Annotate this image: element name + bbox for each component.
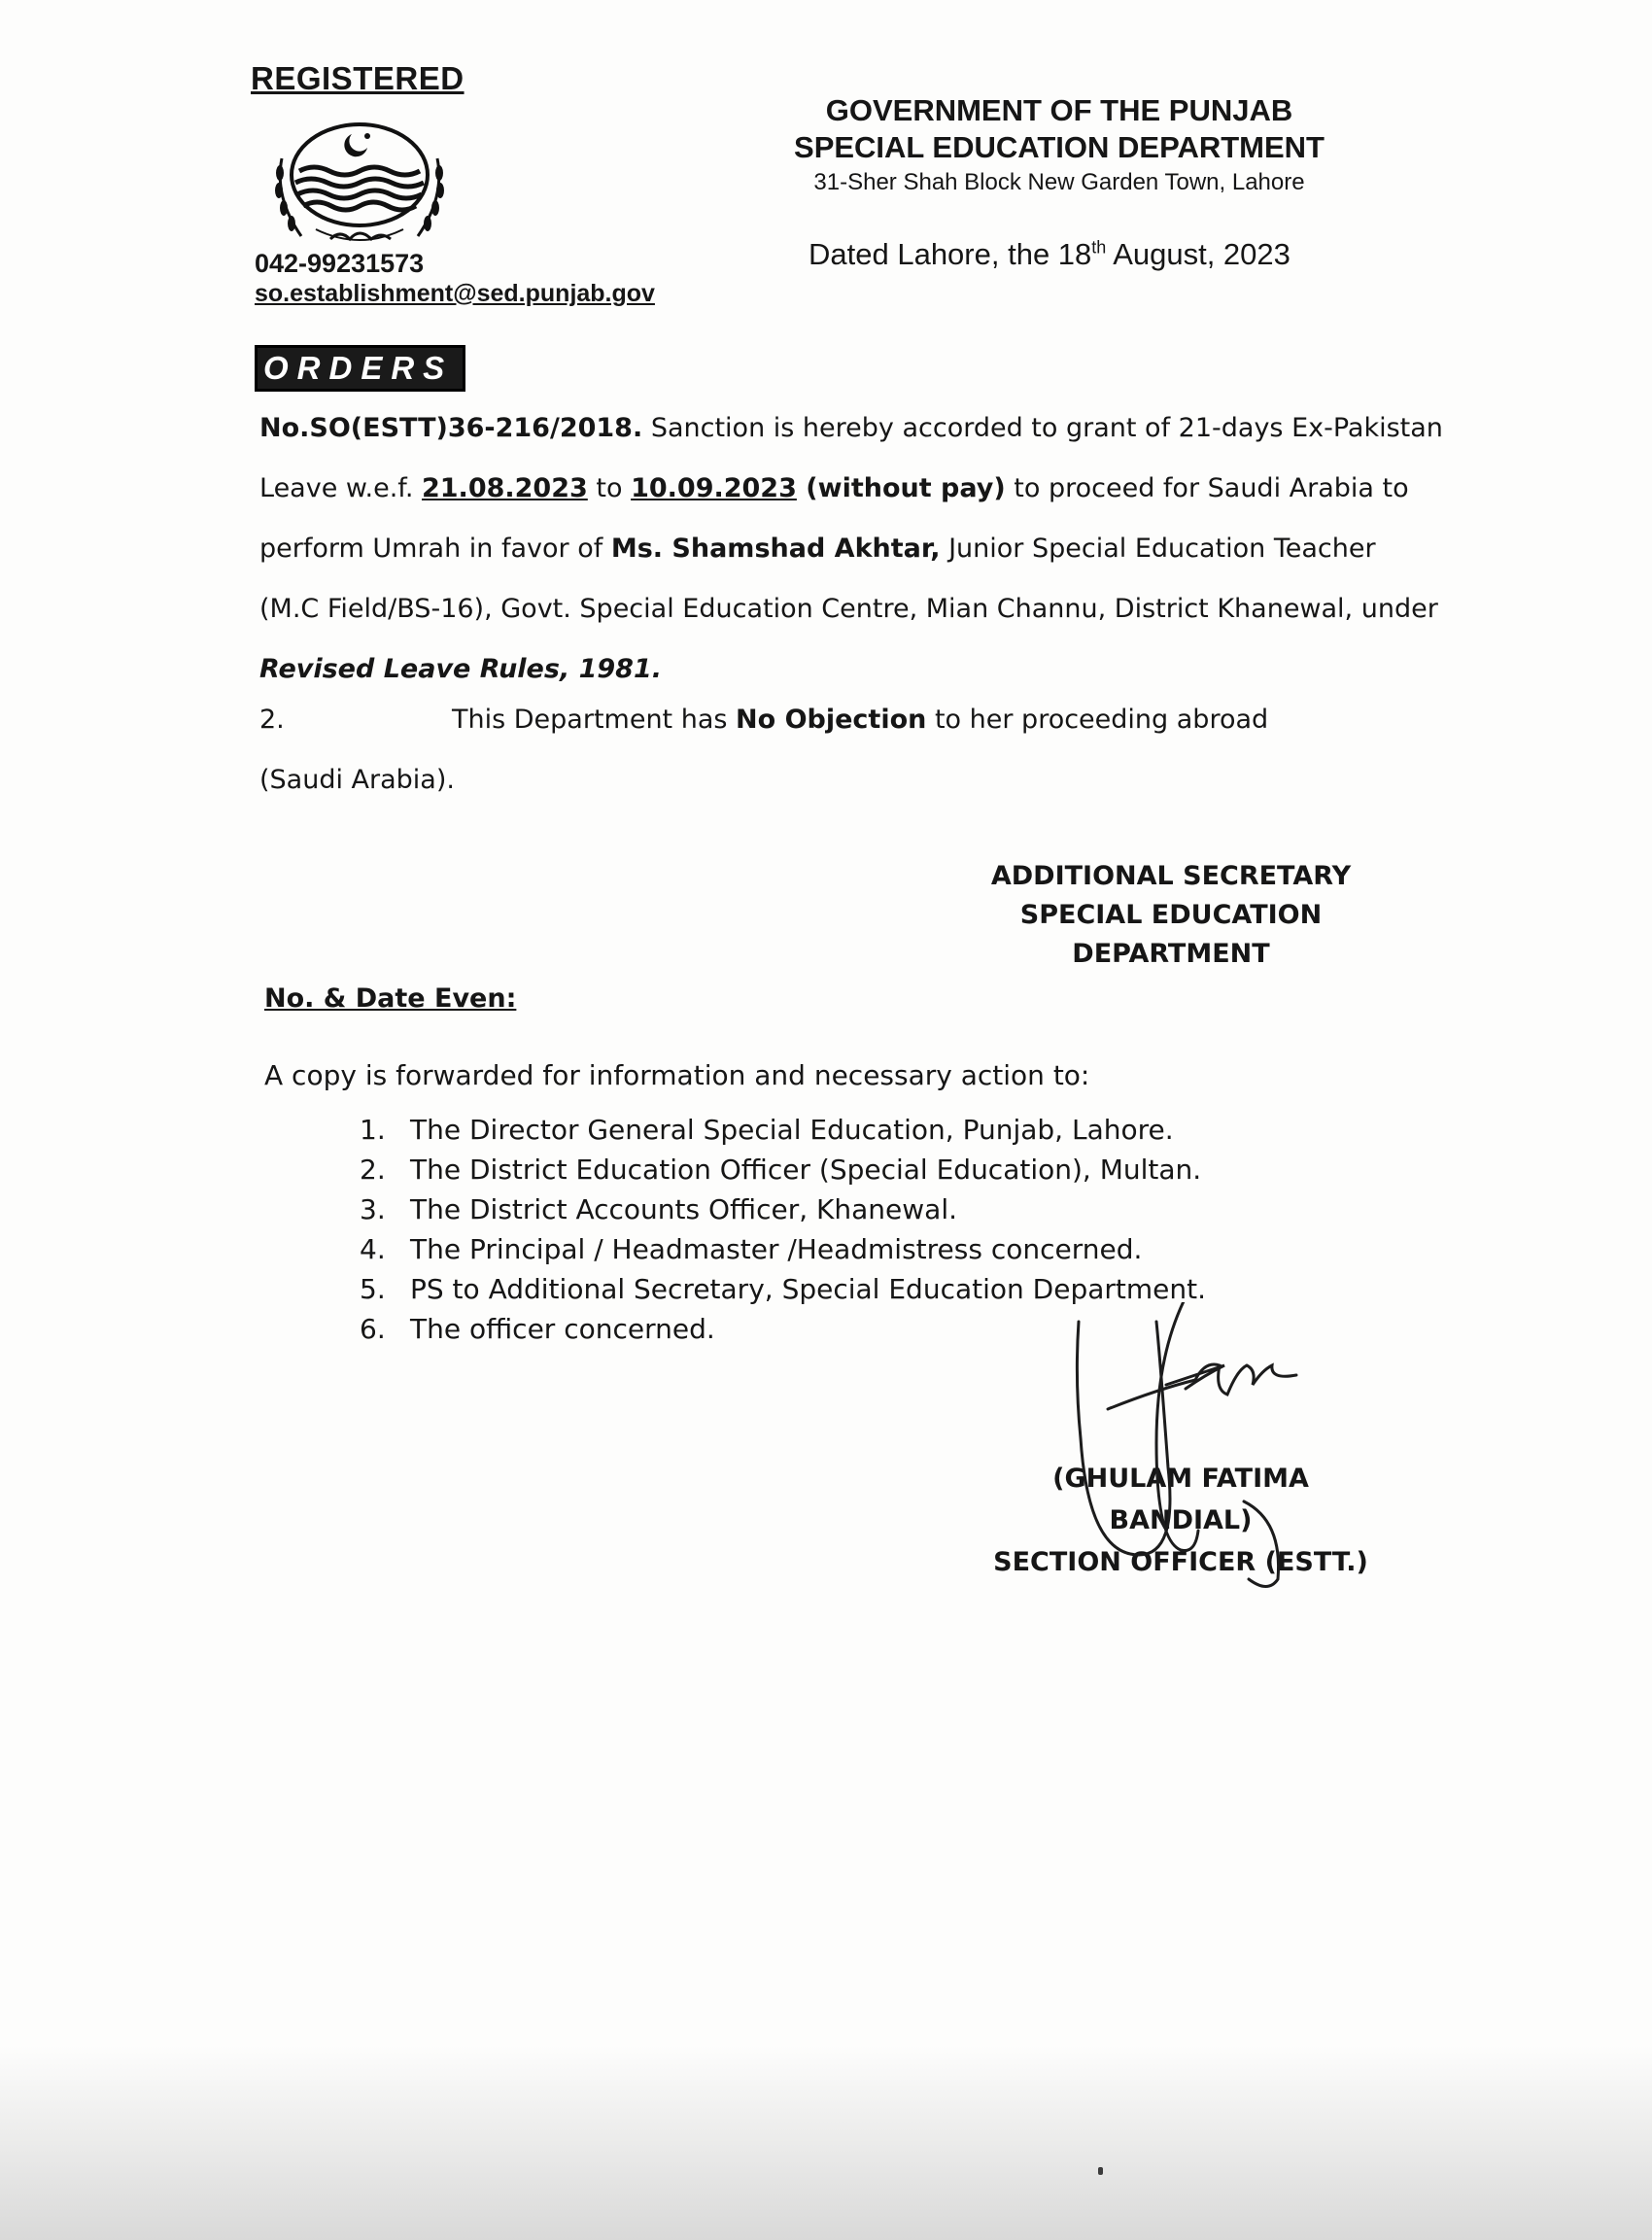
order-paragraph-1 [259, 398, 1443, 700]
phone-number: 042-99231573 [255, 249, 425, 278]
orders-heading: ORDERS [255, 345, 465, 392]
order-line-2 [259, 459, 1409, 519]
department-address: 31-Sher Shah Block New Garden Town, Lahore [813, 169, 1305, 195]
list-text: The District Education Officer (Special Education), Multan. [410, 1154, 1202, 1186]
list-number: 5. [360, 1273, 386, 1305]
dated-prefix: Dated Lahore, the 18 [809, 237, 1092, 271]
order-line-3 [259, 519, 1400, 579]
without-pay-note: (without pay) [796, 473, 1006, 503]
order-text: to [587, 473, 632, 503]
signatory-line-2: SPECIAL EDUCATION [1019, 900, 1323, 930]
order-text: Leave w.e.f. [259, 473, 422, 503]
paragraph-2-line-1 [259, 690, 1400, 750]
order-text: Junior Special Education Teacher [940, 534, 1376, 564]
copy-forward-intro: A copy is forwarded for information and necessary action to: [264, 1059, 1090, 1091]
order-text: to proceed for Saudi Arabia to [1005, 473, 1409, 503]
dated-superscript: th [1091, 237, 1107, 258]
scan-shadow [0, 2046, 1652, 2240]
list-number: 4. [360, 1233, 386, 1265]
order-paragraph-2 [259, 690, 1400, 810]
order-line-1 [259, 398, 1443, 459]
scan-speck [1098, 2167, 1103, 2175]
officer-name: (GHULAM FATIMA BANDIAL) [1052, 1464, 1309, 1535]
signatory-line-1: ADDITIONAL SECRETARY [990, 861, 1352, 891]
order-reference-number: No.SO(ESTT)36-216/2018. [259, 413, 643, 443]
letterhead-block [758, 92, 1360, 199]
department-name: SPECIAL EDUCATION DEPARTMENT [794, 130, 1325, 164]
signatory-line-3: DEPARTMENT [1072, 939, 1270, 969]
list-item [360, 1229, 1206, 1269]
leave-end-date: 10.09.2023 [631, 473, 797, 503]
list-number: 6. [360, 1313, 386, 1345]
list-text: The Director General Special Education, Punjab, Lahore. [410, 1114, 1174, 1146]
list-item [360, 1189, 1206, 1229]
signatory-designation [981, 857, 1360, 974]
government-name: GOVERNMENT OF THE PUNJAB [825, 93, 1293, 127]
order-line-4: (M.C Field/BS-16), Govt. Special Education Centre, Mian Channu, District Khanewal, under [259, 594, 1438, 624]
order-text: This Department has [452, 705, 737, 735]
dated-suffix: August, 2023 [1106, 237, 1291, 271]
list-text: The officer concerned. [410, 1313, 715, 1345]
punjab-government-logo [262, 115, 457, 260]
list-text: The Principal / Headmaster /Headmistress concerned. [410, 1233, 1143, 1265]
list-item [360, 1110, 1206, 1150]
list-number: 3. [360, 1193, 386, 1225]
paragraph-2-line-2: (Saudi Arabia). [259, 765, 455, 795]
paragraph-number: 2. [259, 705, 285, 735]
order-text: Sanction is hereby accorded to grant of 21-days Ex-Pakistan [642, 413, 1443, 443]
list-text: PS to Additional Secretary, Special Education Department. [410, 1273, 1206, 1305]
no-date-even-heading: No. & Date Even: [264, 983, 517, 1014]
list-item [360, 1150, 1206, 1189]
leave-rules: Revised Leave Rules, 1981. [259, 654, 663, 684]
handwritten-signature [1050, 1302, 1341, 1594]
order-text: to her proceeding abroad [926, 705, 1269, 735]
dated-line [809, 237, 1291, 272]
list-text: The District Accounts Officer, Khanewal. [410, 1193, 958, 1225]
officer-title: SECTION OFFICER (ESTT.) [993, 1547, 1368, 1577]
leave-start-date: 21.08.2023 [421, 473, 588, 503]
list-number: 1. [360, 1114, 386, 1146]
email-address: so.establishment@sed.punjab.gov [255, 280, 655, 307]
employee-name: Ms. Shamshad Akhtar, [610, 534, 941, 564]
order-text: perform Umrah in favor of [259, 534, 611, 564]
no-objection-text: No Objection [736, 705, 927, 735]
registered-label: REGISTERED [251, 60, 465, 96]
list-number: 2. [360, 1154, 386, 1186]
